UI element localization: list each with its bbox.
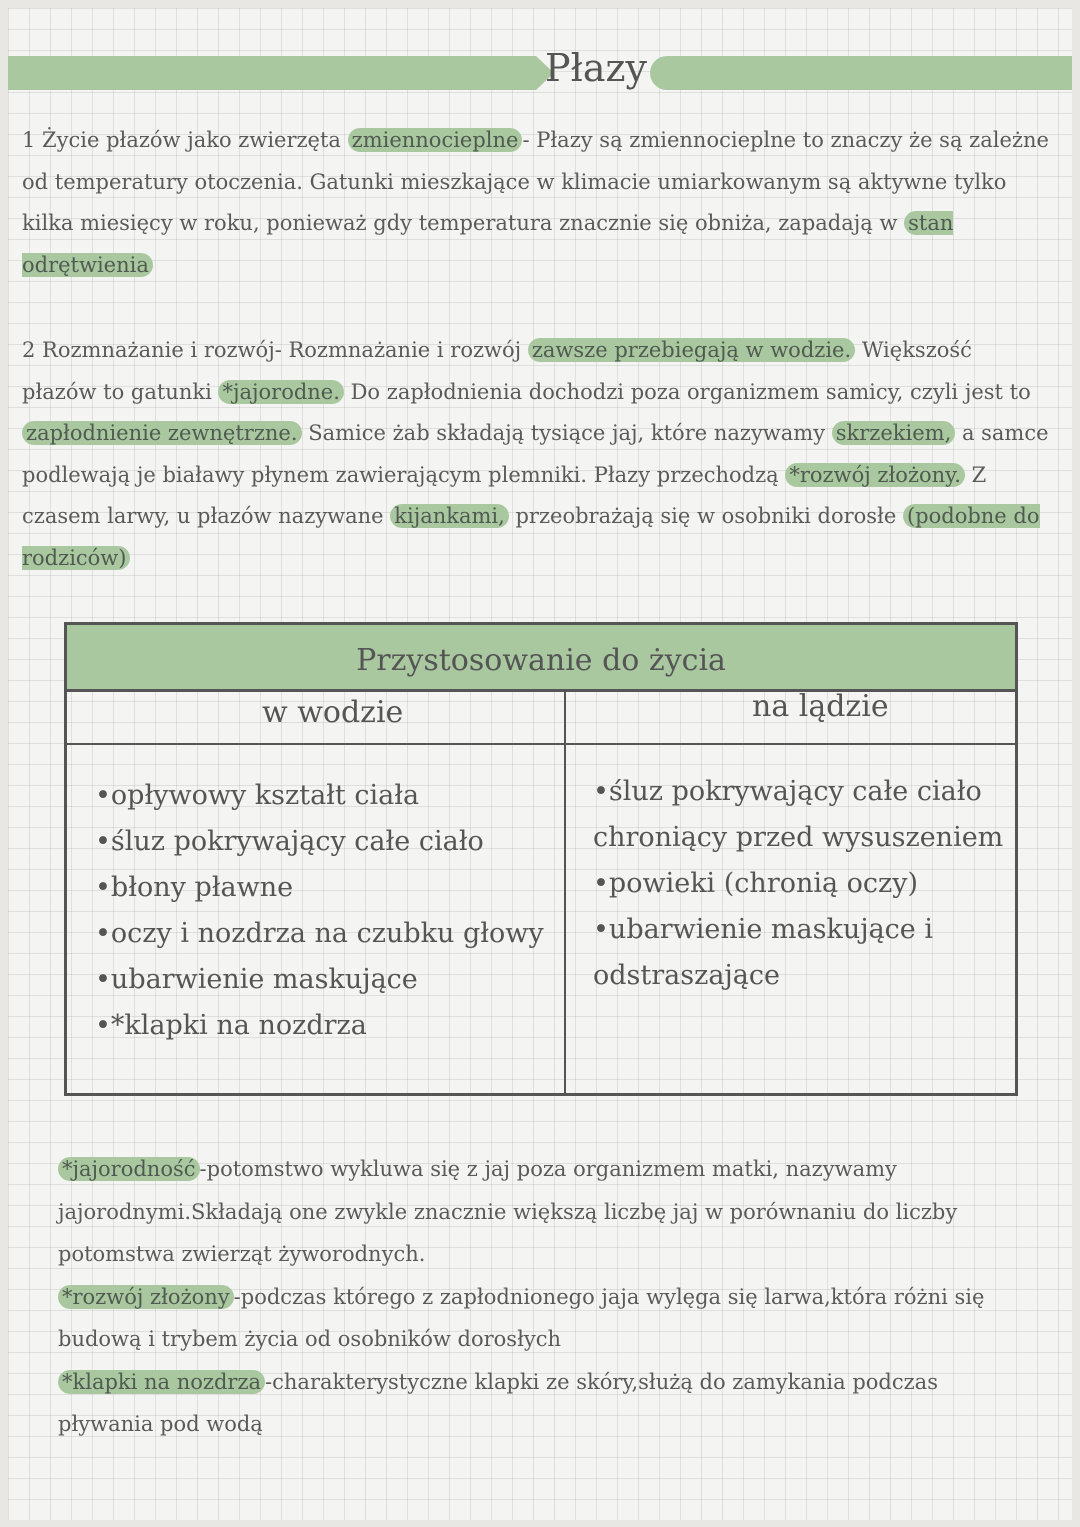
water-adaptations-list	[95, 773, 544, 1049]
header-divider	[67, 743, 1015, 745]
highlight: (podobne do rodziców)	[22, 504, 1040, 570]
list-item: •powieki (chronią oczy)	[593, 868, 919, 899]
title-banner-left	[8, 56, 536, 90]
definition-rozwoj-zlozony: *rozwój złożony -podczas którego z zapłodnionego jaja wylęga się larwa,która różni się budową i trybem życia od osobników dorosłych	[58, 1284, 985, 1351]
highlight: zmiennocieplne	[348, 128, 523, 152]
list-item: •śluz pokrywający całe ciało	[95, 826, 484, 857]
notebook-page	[8, 8, 1072, 1520]
column-header-land: na lądzie	[752, 689, 889, 724]
section-1: 1 Życie płazów jako zwierzęta zmiennocieplne - Płazy są zmiennocieplne to znaczy że są zależne od temperatury otoczenia. Gatunki mieszkające w klimacie umiarkowanym są aktywne tylko kilka miesięcy w roku, ponieważ gdy temperatura znacznie się obniża, zapadają w stan odrętwienia	[22, 128, 1049, 277]
list-item: •opływowy kształt ciała	[95, 780, 420, 811]
column-divider	[564, 689, 566, 1093]
section-2: 2 Rozmnażanie i rozwój- Rozmnażanie i rozwój zawsze przebiegają w wodzie. Większość płazów to gatunki *jajorodne. Do zapłodnienia dochodzi poza organizmem samicy, czyli jest to zapłodnienie zewnętrzne. Samice żab składają tysiące jaj, które nazywamy skrzekiem, a samce podlewają je białawy płynem zawierającym plemniki. Płazy przechodzą *rozwój złożony. Z czasem larwy, u płazów nazywane kijankami, przeobrażają się w osobniki dorosłe (podobne do rodziców)	[22, 338, 1049, 570]
highlight: *rozwój złożony.	[785, 463, 965, 487]
column-header-water: w wodzie	[262, 695, 404, 730]
list-item: odstraszające	[593, 960, 780, 991]
definition-term: *rozwój złożony	[58, 1285, 234, 1309]
highlight: *jajorodne.	[218, 380, 343, 404]
list-item: chroniący przed wysuszeniem	[593, 822, 1004, 853]
definition-term: *jajorodność	[58, 1157, 200, 1181]
list-item: •*klapki na nozdrza	[95, 1010, 367, 1041]
title-banner-right	[650, 56, 1072, 90]
definitions	[58, 1148, 1038, 1446]
highlight: kijankami,	[390, 504, 509, 528]
adaptation-table	[64, 622, 1018, 1096]
definition-term: *klapki na nozdrza	[58, 1370, 265, 1394]
highlight: stan odrętwienia	[22, 211, 954, 277]
highlight: zawsze przebiegają w wodzie.	[528, 338, 855, 362]
list-item: •oczy i nozdrza na czubku głowy	[95, 918, 544, 949]
page-title: Płazy	[544, 46, 648, 90]
definition-klapki: *klapki na nozdrza -charakterystyczne klapki ze skóry,służą do zamykania podczas pływania pod wodą	[58, 1369, 938, 1436]
table-title: Przystosowanie do życia	[67, 625, 1015, 692]
definition-jajorodnosc: *jajorodność -potomstwo wykluwa się z jaj poza organizmem matki, nazywamy jajorodnymi.Składają one zwykle znacznie większą liczbę jaj w porównaniu do liczby potomstwa zwierząt żyworodnych.	[58, 1157, 958, 1266]
highlight: zapłodnienie zewnętrzne.	[22, 421, 302, 445]
list-item: •ubarwienie maskujące i	[593, 914, 934, 945]
land-adaptations-list	[593, 769, 1003, 999]
highlight: skrzekiem,	[832, 421, 956, 445]
list-item: •śluz pokrywający całe ciało	[593, 776, 982, 807]
list-item: •ubarwienie maskujące	[95, 964, 418, 995]
list-item: •błony pławne	[95, 872, 294, 903]
